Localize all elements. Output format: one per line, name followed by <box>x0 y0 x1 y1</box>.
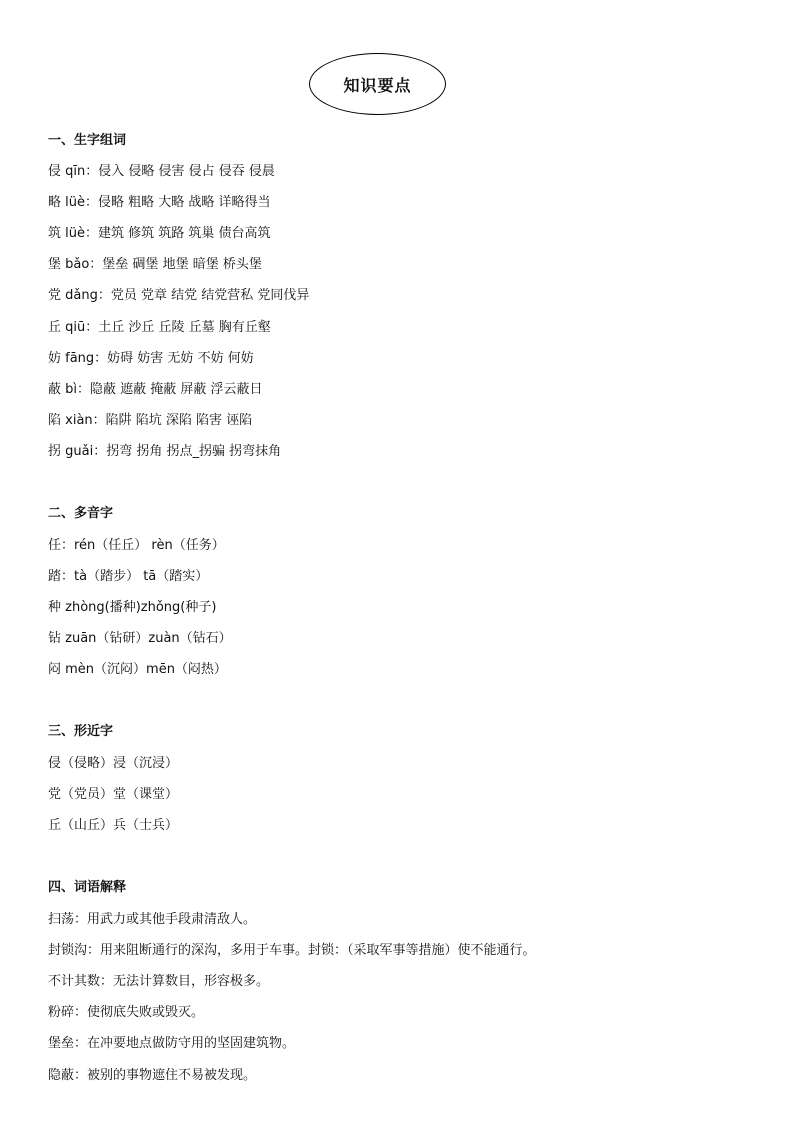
text-line: 封锁沟：用来阻断通行的深沟，多用于车事。封锁：（采取军事等措施）使不能通行。 <box>48 943 536 958</box>
text-line: 钻 zuān（钻研）zuàn（钻石） <box>48 631 232 646</box>
text-line: 党 dǎng：党员 党章 结党 结党营私 党同伐异 <box>48 288 310 303</box>
section-heading: 三、形近字 <box>48 724 114 739</box>
text-line: 隐蔽：被别的事物遮住不易被发现。 <box>48 1068 257 1083</box>
text-line: 丘（山丘）兵（士兵） <box>48 818 179 833</box>
text-line: 筑 lüè：建筑 修筑 筑路 筑巢 债台高筑 <box>48 226 271 241</box>
text-line: 侵（侵略）浸（沉浸） <box>48 756 179 771</box>
text-line: 丘 qiū：土丘 沙丘 丘陵 丘墓 胸有丘壑 <box>48 320 271 335</box>
text-line: 拐 guǎi：拐弯 拐角 拐点_拐骗 拐弯抹角 <box>48 444 282 459</box>
section-heading: 一、生字组词 <box>48 133 127 148</box>
text-line: 蔽 bì：隐蔽 遮蔽 掩蔽 屏蔽 浮云蔽日 <box>48 382 263 397</box>
text-line: 党（党员）堂（课堂） <box>48 787 179 802</box>
title-oval <box>309 53 446 115</box>
text-line: 略 lüè：侵略 粗略 大略 战略 详略得当 <box>48 195 271 210</box>
text-line: 不计其数：无法计算数目，形容极多。 <box>48 974 270 989</box>
text-line: 任：rén（任丘） rèn（任务） <box>48 538 225 553</box>
text-line: 粉碎：使彻底失败或毁灭。 <box>48 1005 205 1020</box>
section-heading: 四、词语解释 <box>48 880 127 895</box>
text-line: 堡垒：在冲要地点做防守用的坚固建筑物。 <box>48 1036 296 1051</box>
text-line: 种 zhòng(播种)zhǒng(种子) <box>48 600 217 615</box>
text-line: 踏：tà（踏步） tā（踏实） <box>48 569 209 584</box>
text-line: 闷 mèn（沉闷）mēn（闷热） <box>48 662 227 677</box>
text-line: 妨 fāng：妨碍 妨害 无妨 不妨 何妨 <box>48 351 254 366</box>
text-line: 扫荡：用武力或其他手段肃清敌人。 <box>48 912 257 927</box>
section-heading: 二、多音字 <box>48 506 114 521</box>
text-line: 堡 bǎo：堡垒 碉堡 地堡 暗堡 桥头堡 <box>48 257 262 272</box>
text-line: 侵 qīn：侵入 侵略 侵害 侵占 侵吞 侵晨 <box>48 164 275 179</box>
page-title: 知识要点 <box>343 75 412 95</box>
text-line: 陷 xiàn：陷阱 陷坑 深陷 陷害 诬陷 <box>48 413 253 428</box>
